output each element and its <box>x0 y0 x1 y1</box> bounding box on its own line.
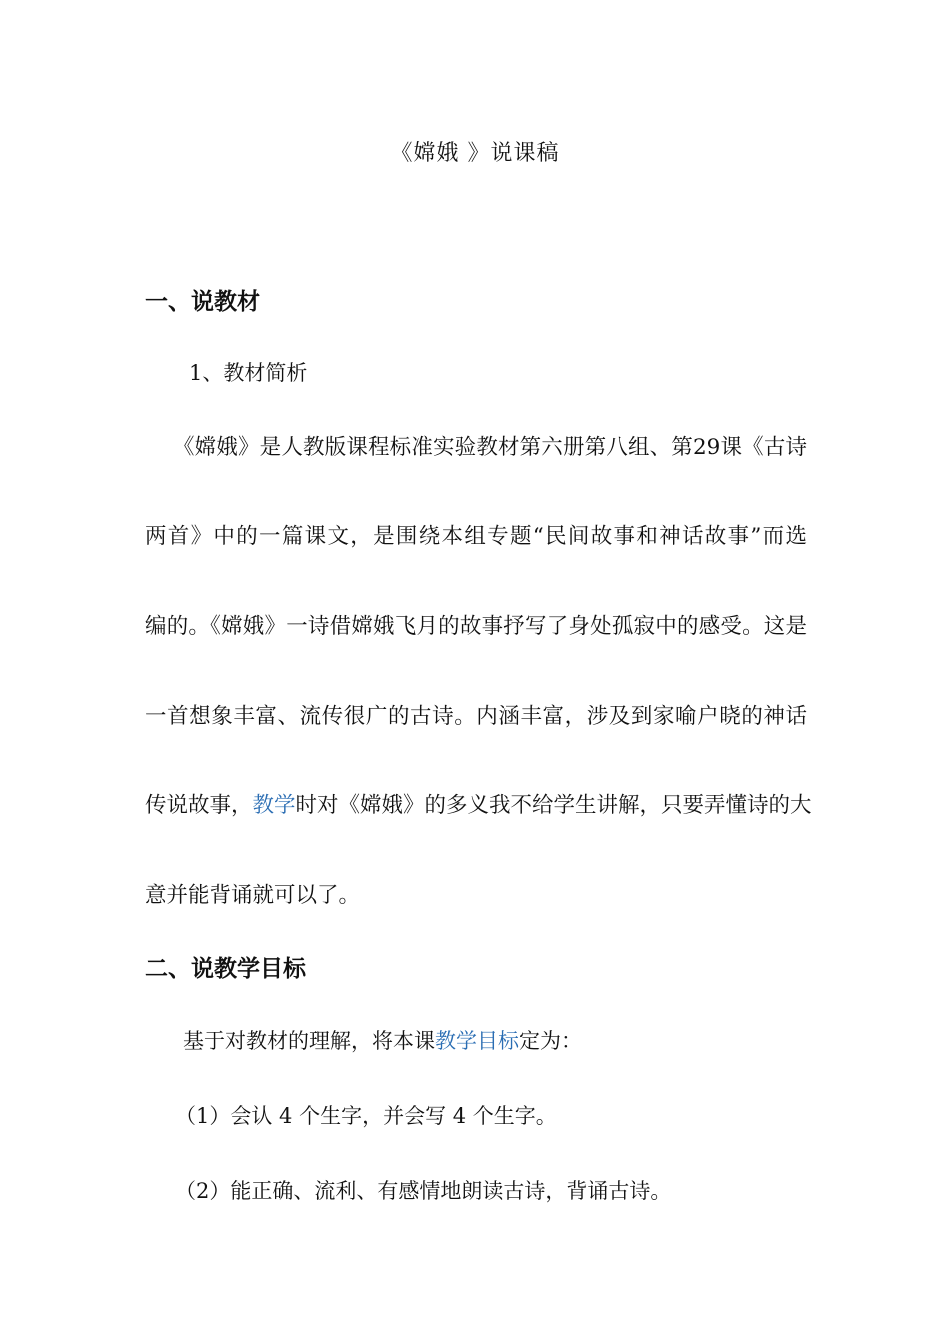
paragraph-text: 传说故事， <box>145 793 253 818</box>
goal-item: （1）会认 4 个生字，并会写 4 个生字。 <box>175 1104 557 1128</box>
teaching-link[interactable]: 教学 <box>252 793 296 818</box>
paragraph-text: 时对《嫦娥》的多义我不给学生讲解，只要弄懂诗的大 <box>295 793 812 818</box>
intro-text: 定为： <box>519 1029 582 1053</box>
goals-intro <box>183 1025 582 1055</box>
section-heading-teaching-goals: 二、说教学目标 <box>145 956 306 982</box>
paragraph-line: 《嫦娥》是人教版课程标准实验教材第六册第八组、第29课《古诗 <box>173 435 807 460</box>
intro-text: 基于对教材的理解，将本课 <box>183 1029 435 1053</box>
paragraph-line <box>145 788 812 819</box>
section-heading-textbook: 一、说教材 <box>145 289 260 315</box>
paragraph-line: 编的。《嫦娥》一诗借嫦娥飞月的故事抒写了身处孤寂中的感受。这是 <box>145 614 807 639</box>
paragraph-line: 一首想象丰富、流传很广的古诗。内涵丰富，涉及到家喻户晓的神话 <box>145 704 807 729</box>
teaching-goals-link[interactable]: 教学目标 <box>435 1029 519 1053</box>
goal-item: （2）能正确、流利、有感情地朗读古诗，背诵古诗。 <box>175 1179 672 1203</box>
paragraph-line: 两首》中的一篇课文，是围绕本组专题“民间故事和神话故事”而选 <box>145 524 807 549</box>
subheading-textbook-analysis: 1、教材简析 <box>189 361 308 385</box>
document-title: 《嫦娥 》说课稿 <box>390 141 560 166</box>
paragraph-line: 意并能背诵就可以了。 <box>145 883 361 908</box>
